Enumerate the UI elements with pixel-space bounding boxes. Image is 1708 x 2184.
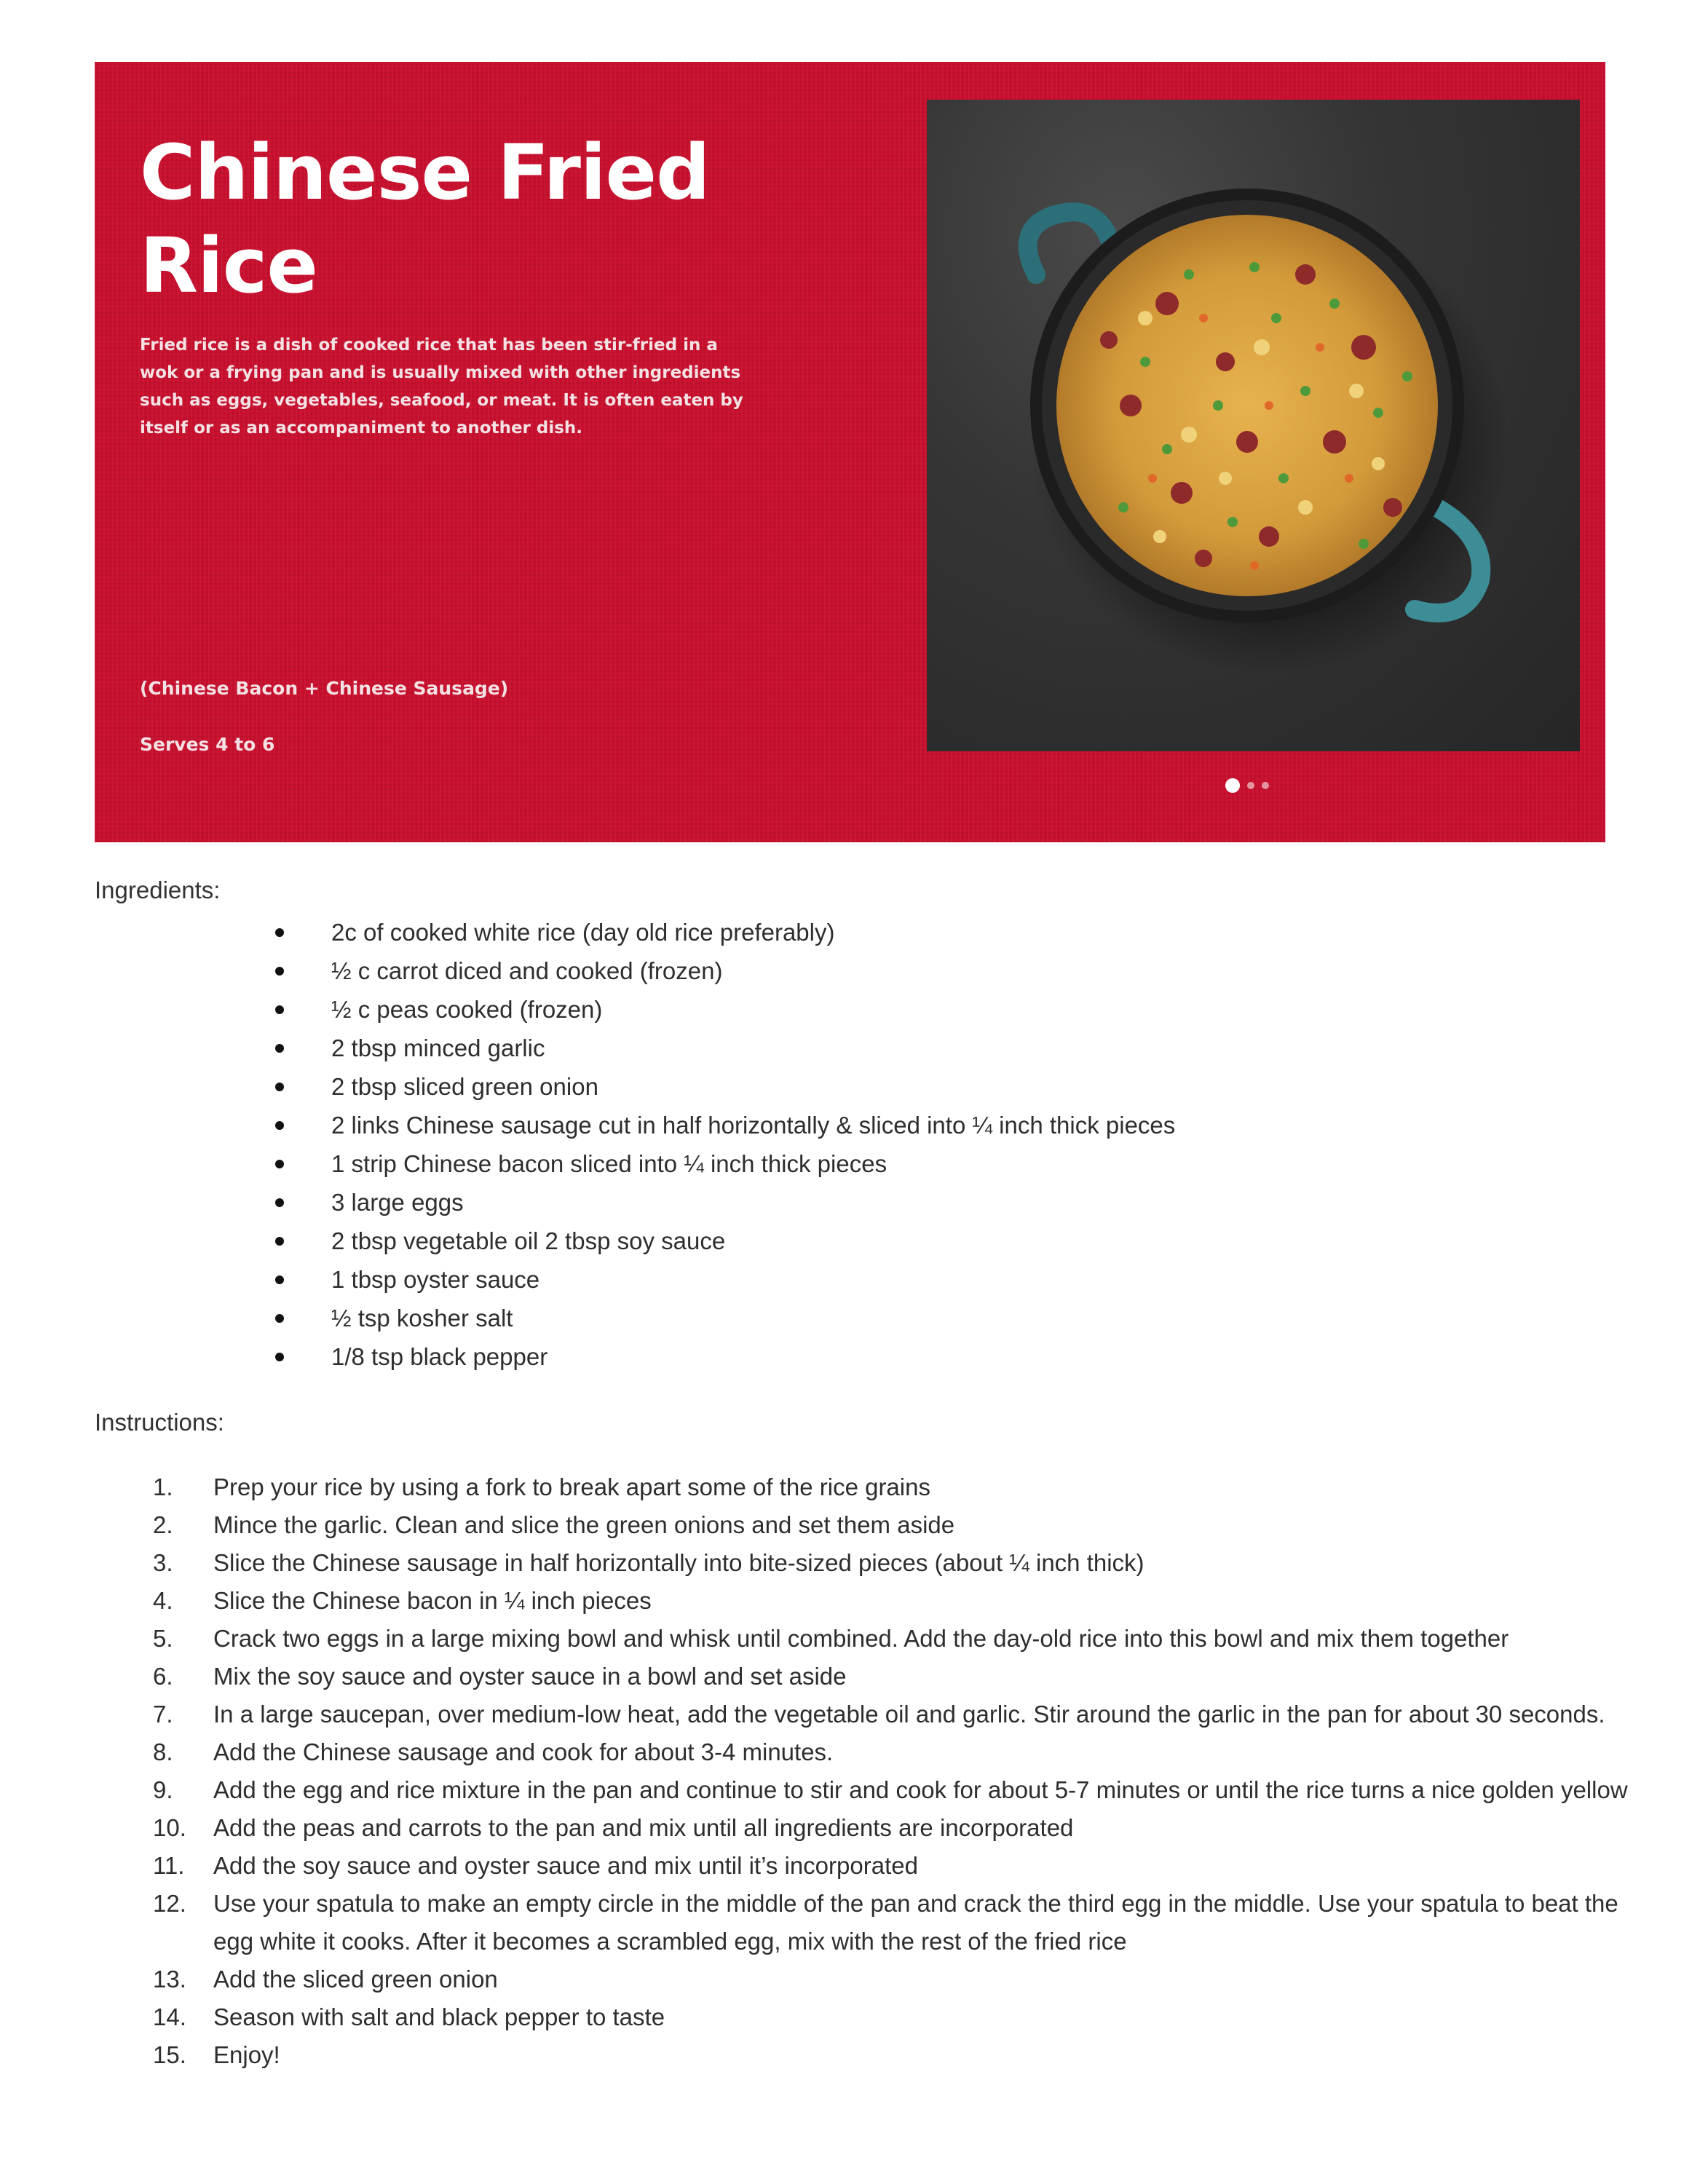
recipe-description: Fried rice is a dish of cooked rice that has been stir-fried in a wok or a frying pan and is usually mixed with other ingredients such as eggs, vegetables, seafood, or meat. It is often eaten by itself or as an accompaniment to another dish.	[140, 336, 743, 438]
step-number: 1.	[153, 1473, 173, 1500]
bullet-icon	[275, 1275, 284, 1284]
recipe-serves: Serves 4 to 6	[140, 734, 275, 755]
bullet-icon	[275, 1198, 284, 1207]
step-number: 2.	[153, 1511, 173, 1538]
ingredient-text: 3 large eggs	[331, 1189, 464, 1216]
step-text: Slice the Chinese bacon in ¼ inch pieces	[213, 1587, 652, 1614]
step-number: 5.	[153, 1625, 173, 1652]
ingredient-text: 2 tbsp sliced green onion	[331, 1073, 598, 1100]
step-text: Add the egg and rice mixture in the pan and continue to stir and cook for about 5-7 minutes or until the rice turns a nice golden yellow	[213, 1776, 1628, 1803]
fried-rice-pan-photo	[927, 100, 1580, 751]
step-number: 3.	[153, 1549, 173, 1576]
step-text: Enjoy!	[213, 2041, 280, 2068]
instruction-step	[153, 1771, 1638, 1809]
ingredient-text: 1/8 tsp black pepper	[331, 1343, 548, 1370]
recipe-note: (Chinese Bacon + Chinese Sausage)	[140, 678, 509, 699]
ingredient-item	[275, 916, 1175, 954]
instruction-step	[153, 1961, 1638, 1998]
instructions-heading: Instructions:	[95, 1409, 224, 1436]
ingredients-heading: Ingredients:	[95, 877, 221, 903]
bullet-icon	[275, 1121, 284, 1130]
ingredient-text: ½ c peas cooked (frozen)	[331, 996, 603, 1023]
step-number: 15.	[153, 2041, 186, 2068]
bullet-icon	[275, 967, 284, 976]
instruction-step	[153, 1544, 1638, 1582]
step-text: Add the Chinese sausage and cook for about 3-4 minutes.	[213, 1738, 834, 1765]
instruction-step	[153, 1506, 1638, 1544]
carousel-dot[interactable]	[1247, 782, 1254, 789]
ingredient-list	[275, 916, 1175, 1379]
ingredient-item	[275, 954, 1175, 993]
bullet-icon	[275, 928, 284, 937]
step-text: Add the peas and carrots to the pan and mix until all ingredients are incorporated	[213, 1814, 1074, 1841]
instruction-step	[153, 1620, 1638, 1658]
bullet-icon	[275, 1353, 284, 1361]
step-text: Use your spatula to make an empty circle in the middle of the pan and crack the third egg in the middle. Use your spatula to beat the egg white it cooks. After it becomes a scrambled egg, mix with the rest of the fried rice	[213, 1890, 1618, 1955]
ingredient-item	[275, 1263, 1175, 1302]
step-number: 9.	[153, 1776, 173, 1803]
step-number: 13.	[153, 1966, 186, 1993]
step-text: Slice the Chinese sausage in half horizontally into bite-sized pieces (about ¼ inch thick)	[213, 1549, 1144, 1576]
ingredient-text: 2 tbsp vegetable oil 2 tbsp soy sauce	[331, 1227, 726, 1254]
carousel-dot[interactable]	[1225, 778, 1240, 793]
step-number: 6.	[153, 1663, 173, 1690]
instruction-step	[153, 2036, 1638, 2074]
instruction-step	[153, 1847, 1638, 1885]
ingredient-text: ½ tsp kosher salt	[331, 1305, 513, 1332]
bullet-icon	[275, 1314, 284, 1323]
ingredient-item	[275, 1302, 1175, 1340]
step-number: 8.	[153, 1738, 173, 1765]
hero-banner	[95, 62, 1605, 842]
step-text: Mix the soy sauce and oyster sauce in a bowl and set aside	[213, 1663, 847, 1690]
step-text: Crack two eggs in a large mixing bowl and whisk until combined. Add the day-old rice into this bowl and mix them together	[213, 1625, 1509, 1652]
bullet-icon	[275, 1160, 284, 1168]
ingredient-item	[275, 1032, 1175, 1070]
instruction-step	[153, 1885, 1638, 1961]
step-text: Add the sliced green onion	[213, 1966, 498, 1993]
ingredient-text: ½ c carrot diced and cooked (frozen)	[331, 957, 723, 984]
instruction-step	[153, 1696, 1638, 1733]
instruction-step	[153, 1582, 1638, 1620]
step-text: Prep your rice by using a fork to break apart some of the rice grains	[213, 1473, 930, 1500]
ingredient-item	[275, 993, 1175, 1032]
ingredient-text: 2 links Chinese sausage cut in half horizontally & sliced into ¼ inch thick pieces	[331, 1112, 1176, 1139]
step-number: 11.	[153, 1852, 185, 1879]
bullet-icon	[275, 1237, 284, 1246]
ingredient-item	[275, 1109, 1175, 1147]
carousel-dot[interactable]	[1262, 782, 1269, 789]
recipe-title: Chinese Fried Rice	[140, 128, 710, 310]
instruction-step	[153, 1658, 1638, 1696]
instruction-step	[153, 1468, 1638, 1506]
instruction-step	[153, 1809, 1638, 1847]
step-number: 7.	[153, 1701, 173, 1728]
bullet-icon	[275, 1005, 284, 1014]
step-text: Season with salt and black pepper to taste	[213, 2003, 665, 2030]
step-text: In a large saucepan, over medium-low heat, add the vegetable oil and garlic. Stir around the garlic in the pan for about 30 seconds.	[213, 1701, 1605, 1728]
step-number: 10.	[153, 1814, 186, 1841]
step-number: 12.	[153, 1890, 186, 1917]
bullet-icon	[275, 1044, 284, 1053]
ingredient-item	[275, 1340, 1175, 1379]
bullet-icon	[275, 1083, 284, 1091]
step-number: 14.	[153, 2003, 186, 2030]
ingredient-text: 2c of cooked white rice (day old rice preferably)	[331, 919, 835, 946]
ingredient-item	[275, 1070, 1175, 1109]
ingredient-item	[275, 1224, 1175, 1263]
instruction-step	[153, 1998, 1638, 2036]
step-number: 4.	[153, 1587, 173, 1614]
instruction-list	[153, 1468, 1638, 2074]
ingredient-item	[275, 1147, 1175, 1186]
instruction-step	[153, 1733, 1638, 1771]
ingredient-text: 2 tbsp minced garlic	[331, 1034, 545, 1061]
step-text: Add the soy sauce and oyster sauce and mix until it’s incorporated	[213, 1852, 918, 1879]
carousel-dots[interactable]	[1225, 778, 1269, 793]
step-text: Mince the garlic. Clean and slice the green onions and set them aside	[213, 1511, 955, 1538]
ingredient-text: 1 tbsp oyster sauce	[331, 1266, 540, 1293]
ingredient-item	[275, 1186, 1175, 1224]
ingredient-text: 1 strip Chinese bacon sliced into ¼ inch thick pieces	[331, 1150, 887, 1177]
